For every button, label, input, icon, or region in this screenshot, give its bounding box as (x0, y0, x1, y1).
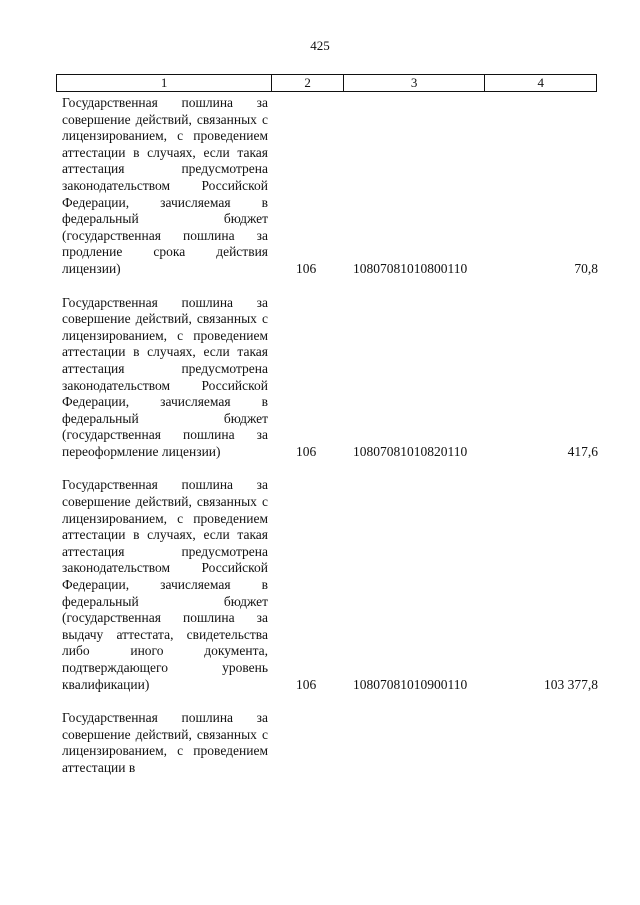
row-admin-code: 106 (296, 443, 317, 459)
row-amount: 417,6 (567, 443, 598, 459)
table-row (62, 295, 598, 461)
row-amount: 103 377,8 (544, 676, 598, 692)
table-body (62, 95, 598, 777)
row-amount: 70,8 (574, 260, 598, 276)
header-col-1: 1 (57, 75, 272, 91)
header-col-4: 4 (537, 75, 544, 90)
table-row (62, 710, 598, 776)
table-row (62, 95, 598, 278)
row-budget-code: 10807081010800110 (353, 260, 468, 276)
row-description: Государственная пошлина за совершение действий, связанных с лицензированием, с проведением аттестации в случаях, если такая аттестация предусмотрена законодательством Российской Федерации, зачисляемая в федеральный бюджет (государственная пошлина за выдачу аттестата, свидетельства либо иного документа, подтверждающего уровень квалификации) (62, 477, 268, 692)
table-header (56, 74, 597, 92)
row-budget-code: 10807081010900110 (353, 676, 468, 692)
table-row (62, 477, 598, 693)
row-description: Государственная пошлина за совершение действий, связанных с лицензированием, с проведением аттестации в (62, 710, 268, 775)
row-description: Государственная пошлина за совершение действий, связанных с лицензированием, с проведением аттестации в случаях, если такая аттестация предусмотрена законодательством Российской Федерации, зачисляемая в федеральный бюджет (государственная пошлина за переоформление лицензии) (62, 294, 268, 459)
page-number: 425 (310, 38, 330, 53)
row-description: Государственная пошлина за совершение действий, связанных с лицензированием, с проведением аттестации в случаях, если такая аттестация предусмотрена законодательством Российской Федерации, зачисляемая в федеральный бюджет (государственная пошлина за продление срока действия лицензии) (62, 95, 268, 276)
header-col-3: 3 (344, 75, 485, 91)
row-budget-code: 10807081010820110 (353, 443, 468, 459)
row-admin-code: 106 (296, 676, 317, 692)
row-admin-code: 106 (296, 260, 317, 276)
header-col-2: 2 (272, 75, 344, 91)
